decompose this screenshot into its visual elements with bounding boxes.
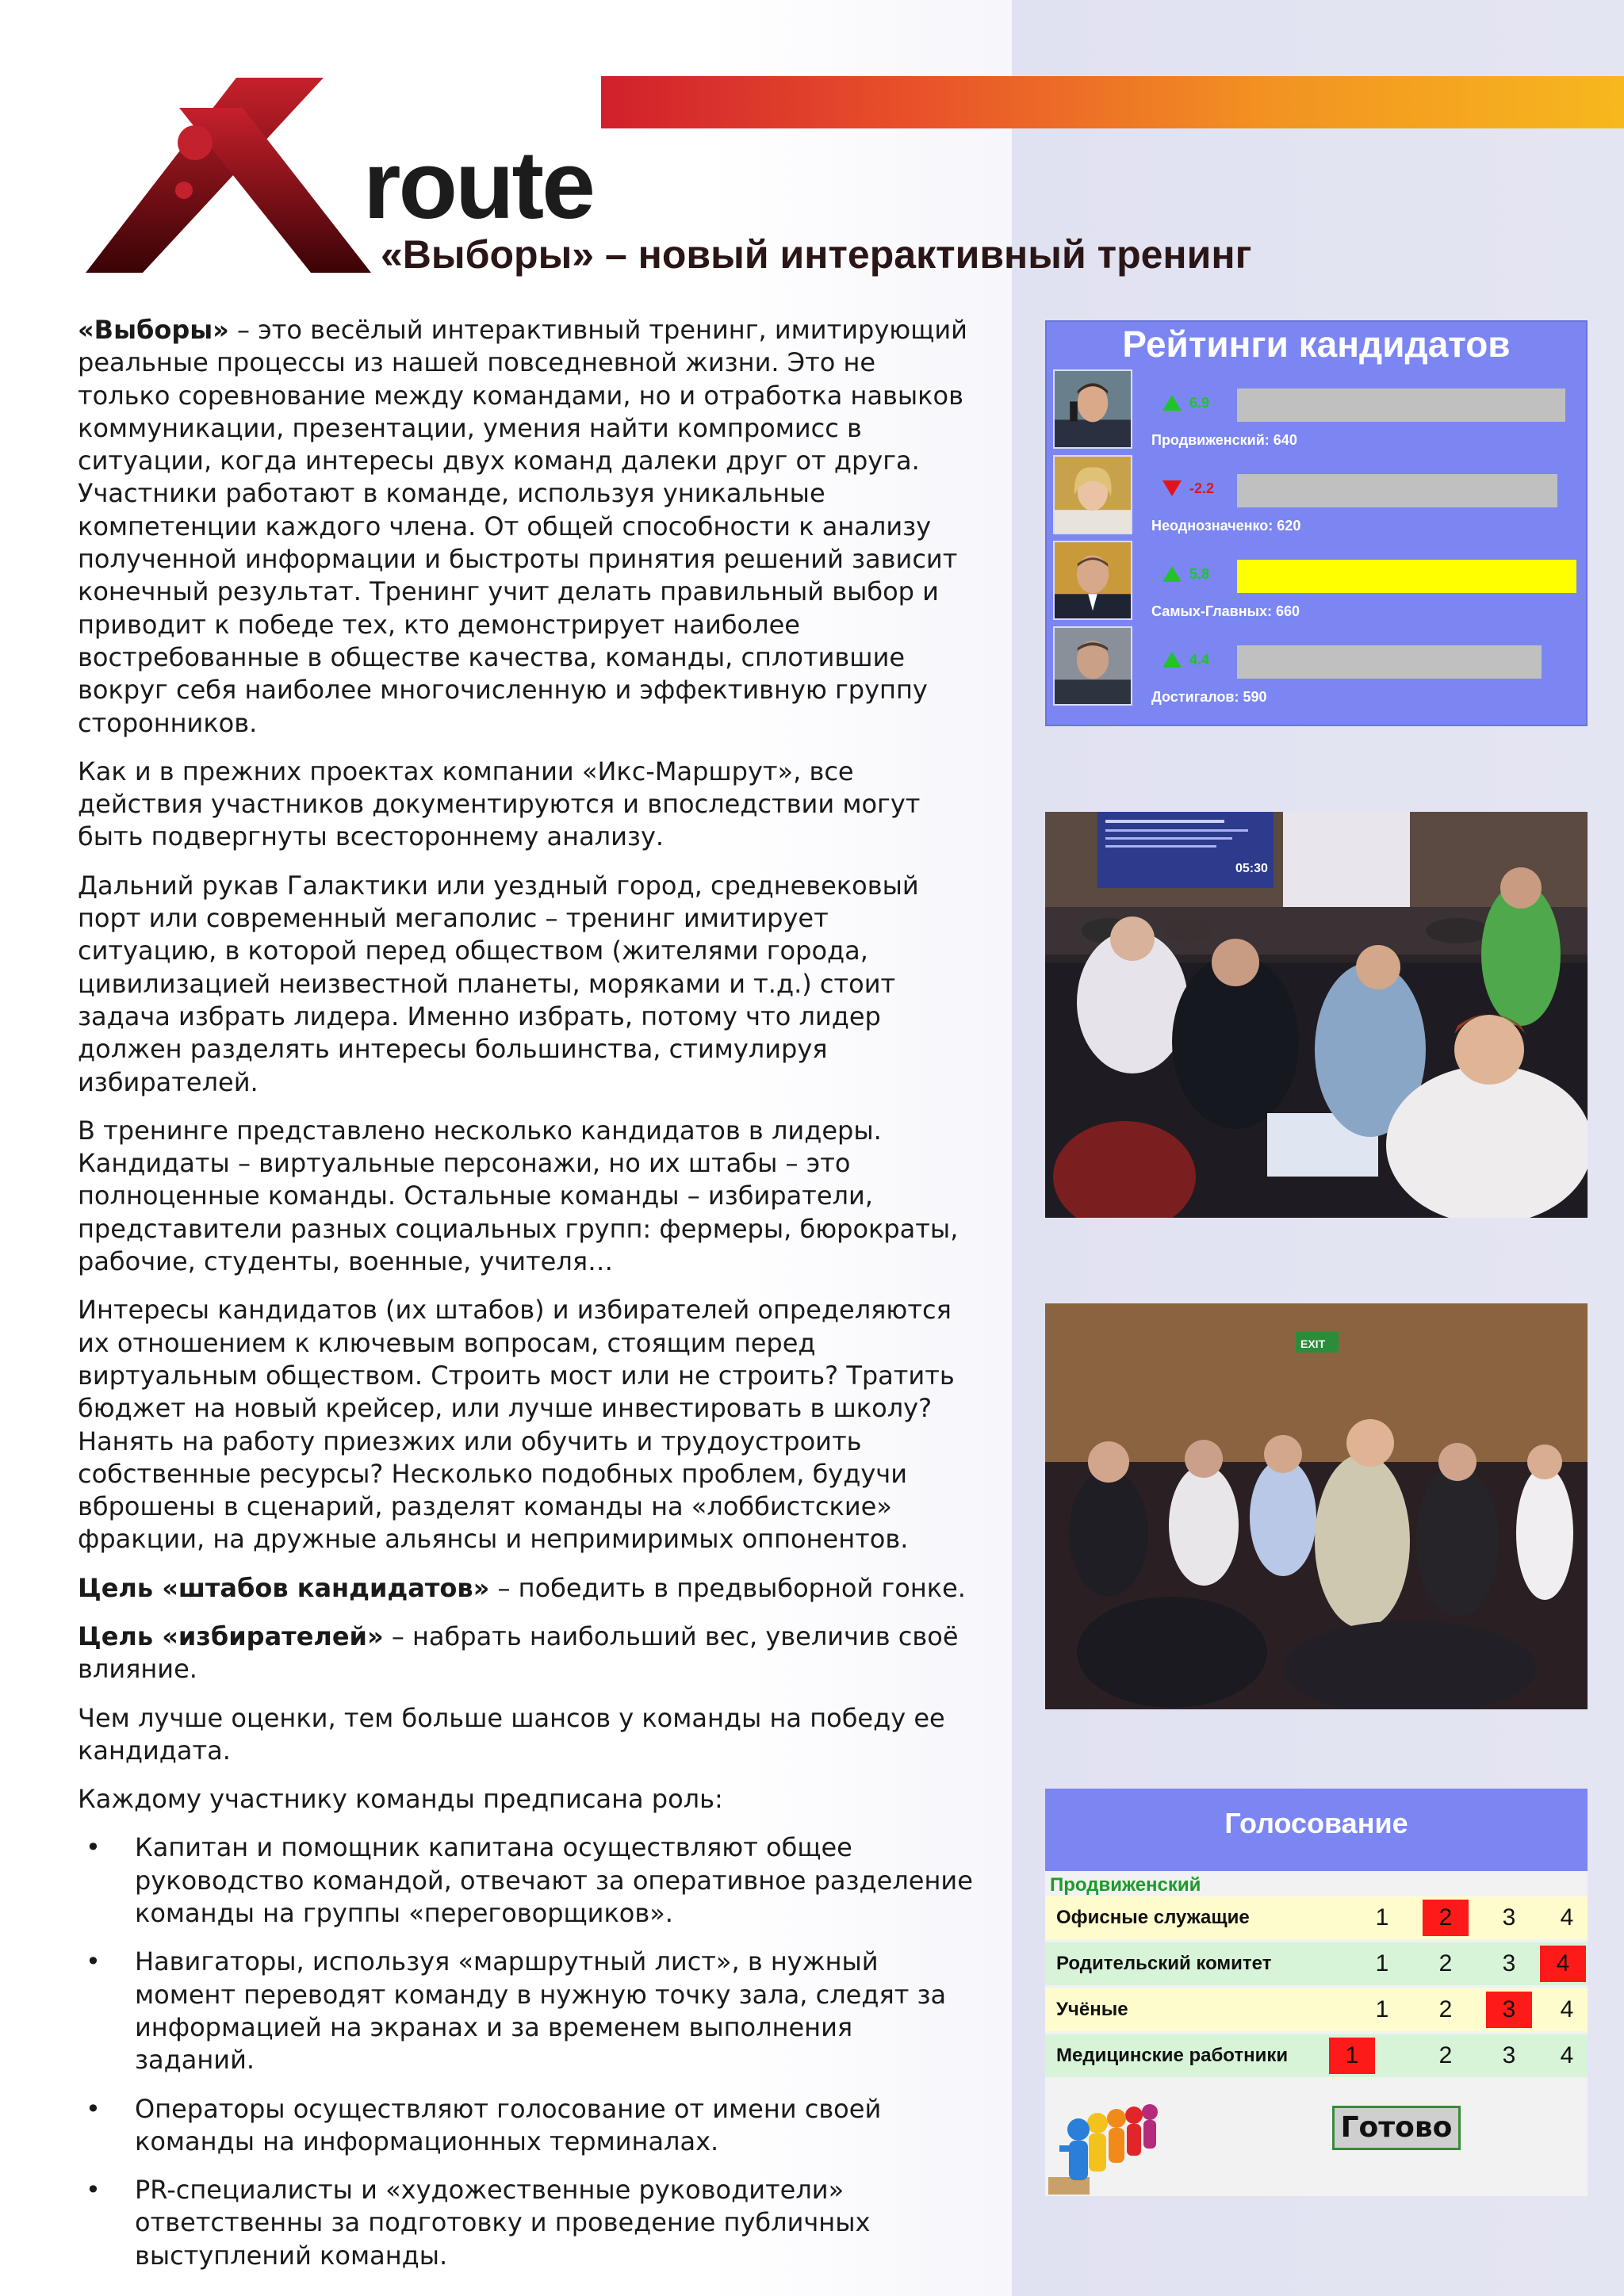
rating-delta: -2.2 <box>1189 480 1215 496</box>
goal-headquarters-bold: Цель «штабов кандидатов» <box>78 1572 490 1603</box>
candidate-name: Достигалов: 590 <box>1151 689 1267 705</box>
screen-timer: 05:30 <box>1235 862 1268 875</box>
training-hall-photo <box>1045 812 1588 1218</box>
vote-option[interactable]: 3 <box>1502 2042 1516 2068</box>
vote-row <box>1045 1896 1588 1939</box>
vote-option-selected[interactable]: 3 <box>1486 1992 1532 2028</box>
rating-delta: 6.9 <box>1189 395 1210 411</box>
voting-candidate: Продвиженский <box>1050 1874 1201 1896</box>
role-item-captain: • Капитан и помощник капитана осуществляют общее руководство командой, отвечают за оперативное разделение команды на группы «переговорщиков». <box>78 1831 974 1930</box>
voting-header <box>1045 1789 1588 1871</box>
goal-headquarters-text: – победить в предвыборной гонке. <box>489 1572 966 1603</box>
voting-panel <box>1045 1789 1588 2196</box>
goal-headquarters <box>78 1572 974 1605</box>
candidate-photo <box>1053 369 1132 449</box>
vote-option[interactable]: 1 <box>1375 1996 1389 2022</box>
vote-row <box>1045 1942 1588 1985</box>
participants-photo <box>1045 1303 1588 1709</box>
trend-up-icon <box>1162 566 1182 582</box>
candidate-name: Продвиженский: 640 <box>1151 432 1297 448</box>
scores-paragraph: Чем лучше оценки, тем больше шансов у команды на победу ее кандидата. <box>78 1702 945 1766</box>
candidate-photo <box>1053 626 1132 706</box>
vote-option[interactable]: 3 <box>1502 1904 1516 1931</box>
goal-voters <box>78 1621 974 1686</box>
candidate-row <box>1053 541 1583 625</box>
candidate-row <box>1053 626 1583 710</box>
voter-group-label: Медицинские работники <box>1056 2045 1289 2066</box>
vote-option[interactable]: 1 <box>1375 1904 1389 1931</box>
training-hall-image <box>1045 812 1588 1218</box>
ratings-panel <box>1045 320 1588 726</box>
vote-option[interactable]: 2 <box>1438 1996 1453 2022</box>
goal-voters-bold: Цель «избирателей» <box>78 1621 384 1651</box>
vote-option[interactable]: 3 <box>1502 1950 1516 1976</box>
trend-down-icon <box>1162 480 1182 496</box>
roles-list <box>78 1831 974 2272</box>
vote-option-selected[interactable]: 1 <box>1329 2038 1375 2074</box>
intro-paragraph <box>78 314 974 740</box>
candidates-paragraph: В тренинге представлено несколько кандидатов в лидеры. Кандидаты – виртуальные персонажи, но их штабы – это полноценные команды. Остальные команды – избиратели, представители разных социальных групп: фермеры, бюрократы, рабочие, студенты, военные, учителя… <box>78 1115 959 1277</box>
candidate-photo <box>1053 455 1132 534</box>
article-body <box>78 314 974 2288</box>
scenario-paragraph: Дальний рукав Галактики или уездный город, средневековый порт или современный мегаполис – тренинг имитирует ситуацию, в которой перед обществом (жителями города, цивилизацией неизвестной планеты, моряками и т.д.) стоит задача избрать лидера. Именно избрать, потому что лидер должен разделять интересы большинства, стимулируя избирателей. <box>78 870 919 1097</box>
candidate-row <box>1053 455 1583 539</box>
rating-bar <box>1237 474 1557 507</box>
interests-paragraph: Интересы кандидатов (их штабов) и избирателей определяются их отношением к ключевым вопросам, стоящим перед виртуальным обществом. Строить мост или не строить? Тратить бюджет на новый крейсер, или лучше инвестировать в школу? Нанять на работу приезжих или обучить и трудоустроить собственные ресурсы? Несколько подобных проблем, будучи вброшены в сценарий, разделят команды на «лоббистские» фракции, на дружные альянсы и непримиримых оппонентов. <box>78 1295 955 1555</box>
vote-option-selected[interactable]: 2 <box>1423 1900 1469 1936</box>
logo-wordmark: route <box>363 131 593 239</box>
participants-image <box>1045 1303 1588 1709</box>
exit-sign: EXIT <box>1300 1337 1326 1350</box>
roles-intro: Каждому участнику команды предписана роль: <box>78 1784 723 1815</box>
voting-title: Голосование <box>1224 1807 1408 1839</box>
rating-delta: 4.4 <box>1189 652 1210 668</box>
voter-group-label: Учёные <box>1056 1999 1128 2020</box>
goal-voters-text: – набрать наибольший вес, увеличив своё влияние. <box>78 1621 959 1685</box>
header-gradient-bar <box>601 76 1624 128</box>
page-title: «Выборы» – новый интерактивный тренинг <box>381 232 1252 277</box>
vote-option[interactable]: 4 <box>1560 1996 1574 2022</box>
rating-bar <box>1237 388 1565 422</box>
vote-option[interactable]: 4 <box>1560 1904 1574 1931</box>
voter-group-label: Родительский комитет <box>1056 1953 1272 1974</box>
candidate-photo <box>1053 541 1132 620</box>
vote-option-selected[interactable]: 4 <box>1540 1946 1586 1982</box>
vote-option[interactable]: 2 <box>1438 2042 1453 2068</box>
candidate-name: Самых-Главных: 660 <box>1151 603 1300 619</box>
voter-group-label: Офисные служащие <box>1056 1907 1250 1928</box>
vote-option[interactable]: 2 <box>1438 1950 1453 1976</box>
candidate-row <box>1053 369 1583 453</box>
people-group-icon <box>1048 2098 1175 2195</box>
trend-up-icon <box>1162 652 1182 668</box>
vote-option[interactable]: 4 <box>1560 2042 1574 2068</box>
rating-bar-leader <box>1237 560 1576 593</box>
role-item-pr: • PR-специалисты и «художественные руководители» ответственны за подготовку и проведение публичных выступлений команды. <box>78 2174 974 2272</box>
vote-row <box>1045 2034 1588 2077</box>
documentation-paragraph: Как и в прежних проектах компании «Икс-Маршрут», все действия участников документируются и впоследствии могут быть подвергнуты всестороннему анализу. <box>78 756 921 852</box>
vote-row <box>1045 1988 1588 2031</box>
ready-button[interactable]: Готово <box>1332 2106 1461 2150</box>
ratings-title: Рейтинги кандидатов <box>1122 323 1511 365</box>
candidate-name: Неоднозначенко: 620 <box>1151 518 1301 534</box>
intro-bold: «Выборы» <box>78 315 229 345</box>
intro-text: – это весёлый интерактивный тренинг, имитирующий реальные процессы из нашей повседневной жизни. Это не только соревнование между командами, но и отработка навыков коммуникации, презентации, умения найти компромисс в ситуации, когда интересы двух команд далеки друг от друга. Участники работают в команде, используя уникальные компетенции каждого члена. От общей способности к анализу полученной информации и быстроты принятия решений зависит конечный результат. Тренинг учит делать правильный выбор и приводит к победе тех, кто демонстрирует наиболее востребованные в обществе качества, команды, сплотившие вокруг себя наиболее многочисленную и эффективную группу сторонников. <box>78 315 967 738</box>
rating-delta: 5.8 <box>1189 566 1210 582</box>
role-item-navigators: • Навигаторы, используя «маршрутный лист», в нужный момент переводят команду в нужную точку зала, следят за информацией на экранах и за временем выполнения заданий. <box>78 1946 974 2076</box>
trend-up-icon <box>1162 395 1182 411</box>
role-item-operators: • Операторы осуществляют голосование от имени своей команды на информационных терминалах. <box>78 2093 974 2159</box>
rating-bar <box>1237 645 1542 679</box>
vote-option[interactable]: 1 <box>1375 1950 1389 1976</box>
